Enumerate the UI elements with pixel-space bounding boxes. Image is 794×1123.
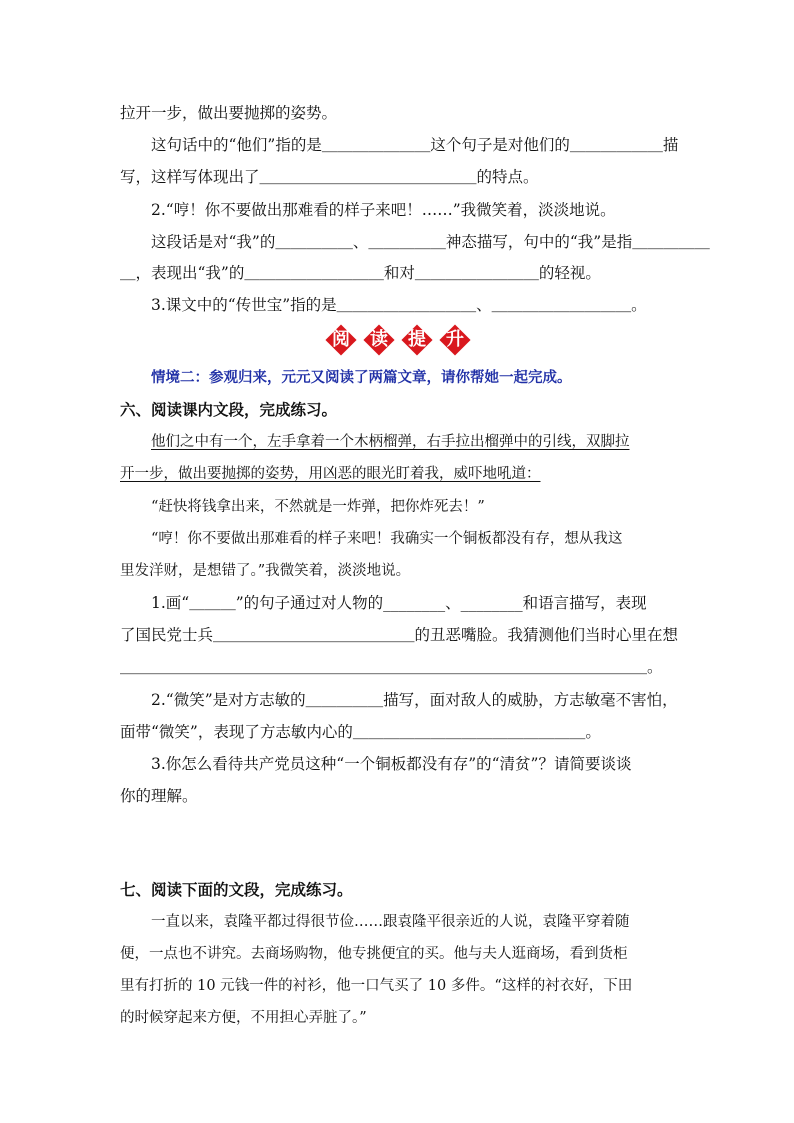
passage-line: 一直以来，袁隆平都过得很节俭……跟袁隆平很亲近的人说，袁隆平穿着随: [151, 914, 630, 930]
passage-line: “赶快将钱拿出来，不然就是一炸弹，把你炸死去！”: [151, 499, 485, 515]
question-line: 3.你怎么看待共产党员这种“一个铜板都没有存”的“清贫”？请简要谈谈: [151, 755, 632, 773]
banner-diamond: [363, 324, 395, 356]
question-line: ＿＿＿＿＿＿＿＿＿＿＿＿＿＿＿＿＿＿＿＿＿＿＿＿＿＿＿＿＿＿＿＿＿＿。: [120, 658, 663, 676]
banner-char: 读: [370, 329, 388, 350]
question-line: 你的理解。: [120, 787, 198, 805]
text-line: ＿，表现出“我”的＿＿＿＿＿＿＿＿＿和对＿＿＿＿＿＿＿＿的轻视。: [120, 264, 601, 282]
question-line: 1.画“＿＿＿”的句子通过对人物的________、________和语言描写，表现: [151, 594, 647, 612]
question-line: 2.“微笑”是对方志敏的＿＿＿＿＿描写，面对敌人的威胁，方志敏毫不害怕，: [151, 691, 678, 709]
question-line: 了国民党士兵＿＿＿＿＿＿＿＿＿＿＿＿＿的丑恶嘴脸。我猜测他们当时心里在想: [120, 626, 679, 644]
banner-char: 阅: [332, 329, 350, 350]
section-7-heading: 七、阅读下面的文段，完成练习。: [120, 880, 353, 899]
passage-line: 里有打折的 10 元钱一件的衬衫，他一口气买了 10 多件。“这样的衬衣好，下田: [120, 978, 633, 994]
passage-line: “哼！你不要做出那难看的样子来吧！我确实一个铜板都没有存，想从我这: [151, 531, 623, 547]
text-line: 2.“哼！你不要做出那难看的样子来吧！……”我微笑着，淡淡地说。: [151, 201, 616, 219]
passage-line: 开一步，做出要抛掷的姿势，用凶恶的眼光盯着我，威吓地吼道：: [120, 466, 541, 482]
section-6-heading: 六、阅读课内文段，完成练习。: [120, 400, 338, 419]
passage-line: 他们之中有一个，左手拿着一个木柄榴弹，右手拉出榴弹中的引线，双脚拉: [151, 434, 630, 450]
banner-char: 升: [446, 329, 464, 350]
passage-line: 的时候穿起来方便，不用担心弄脏了。”: [120, 1010, 367, 1026]
banner-diamond: [325, 324, 357, 356]
banner-diamond: [401, 324, 433, 356]
passage-line: 里发洋财，是想错了。”我微笑着，淡淡地说。: [120, 563, 411, 579]
passage-line: 便，一点也不讲究。去商场购物，他专挑便宜的买。他与夫人逛商场，看到货柜: [120, 946, 628, 962]
text-line: 写，这样写体现出了＿＿＿＿＿＿＿＿＿＿＿＿＿＿的特点。: [120, 168, 539, 186]
text-line: 这段话是对“我”的＿＿＿＿＿、＿＿＿＿＿神态描写，句中的“我”是指＿＿＿＿＿: [151, 233, 710, 251]
text-line: 拉开一步，做出要抛掷的姿势。: [120, 104, 338, 122]
situation-text: 情境二：参观归来，元元又阅读了两篇文章，请你帮她一起完成。: [151, 369, 572, 386]
banner-char: 提: [408, 329, 426, 350]
question-line: 面带“微笑”，表现了方志敏内心的＿＿＿＿＿＿＿＿＿＿＿＿＿＿＿。: [120, 723, 601, 741]
banner-diamond: [439, 324, 471, 356]
text-line: 3.课文中的“传世宝”指的是＿＿＿＿＿＿＿＿＿、＿＿＿＿＿＿＿＿＿。: [151, 296, 647, 314]
reading-improvement-banner: [325, 324, 475, 358]
text-line: 这句话中的“他们”指的是＿＿＿＿＿＿＿这个句子是对他们的＿＿＿＿＿＿描: [151, 136, 679, 154]
